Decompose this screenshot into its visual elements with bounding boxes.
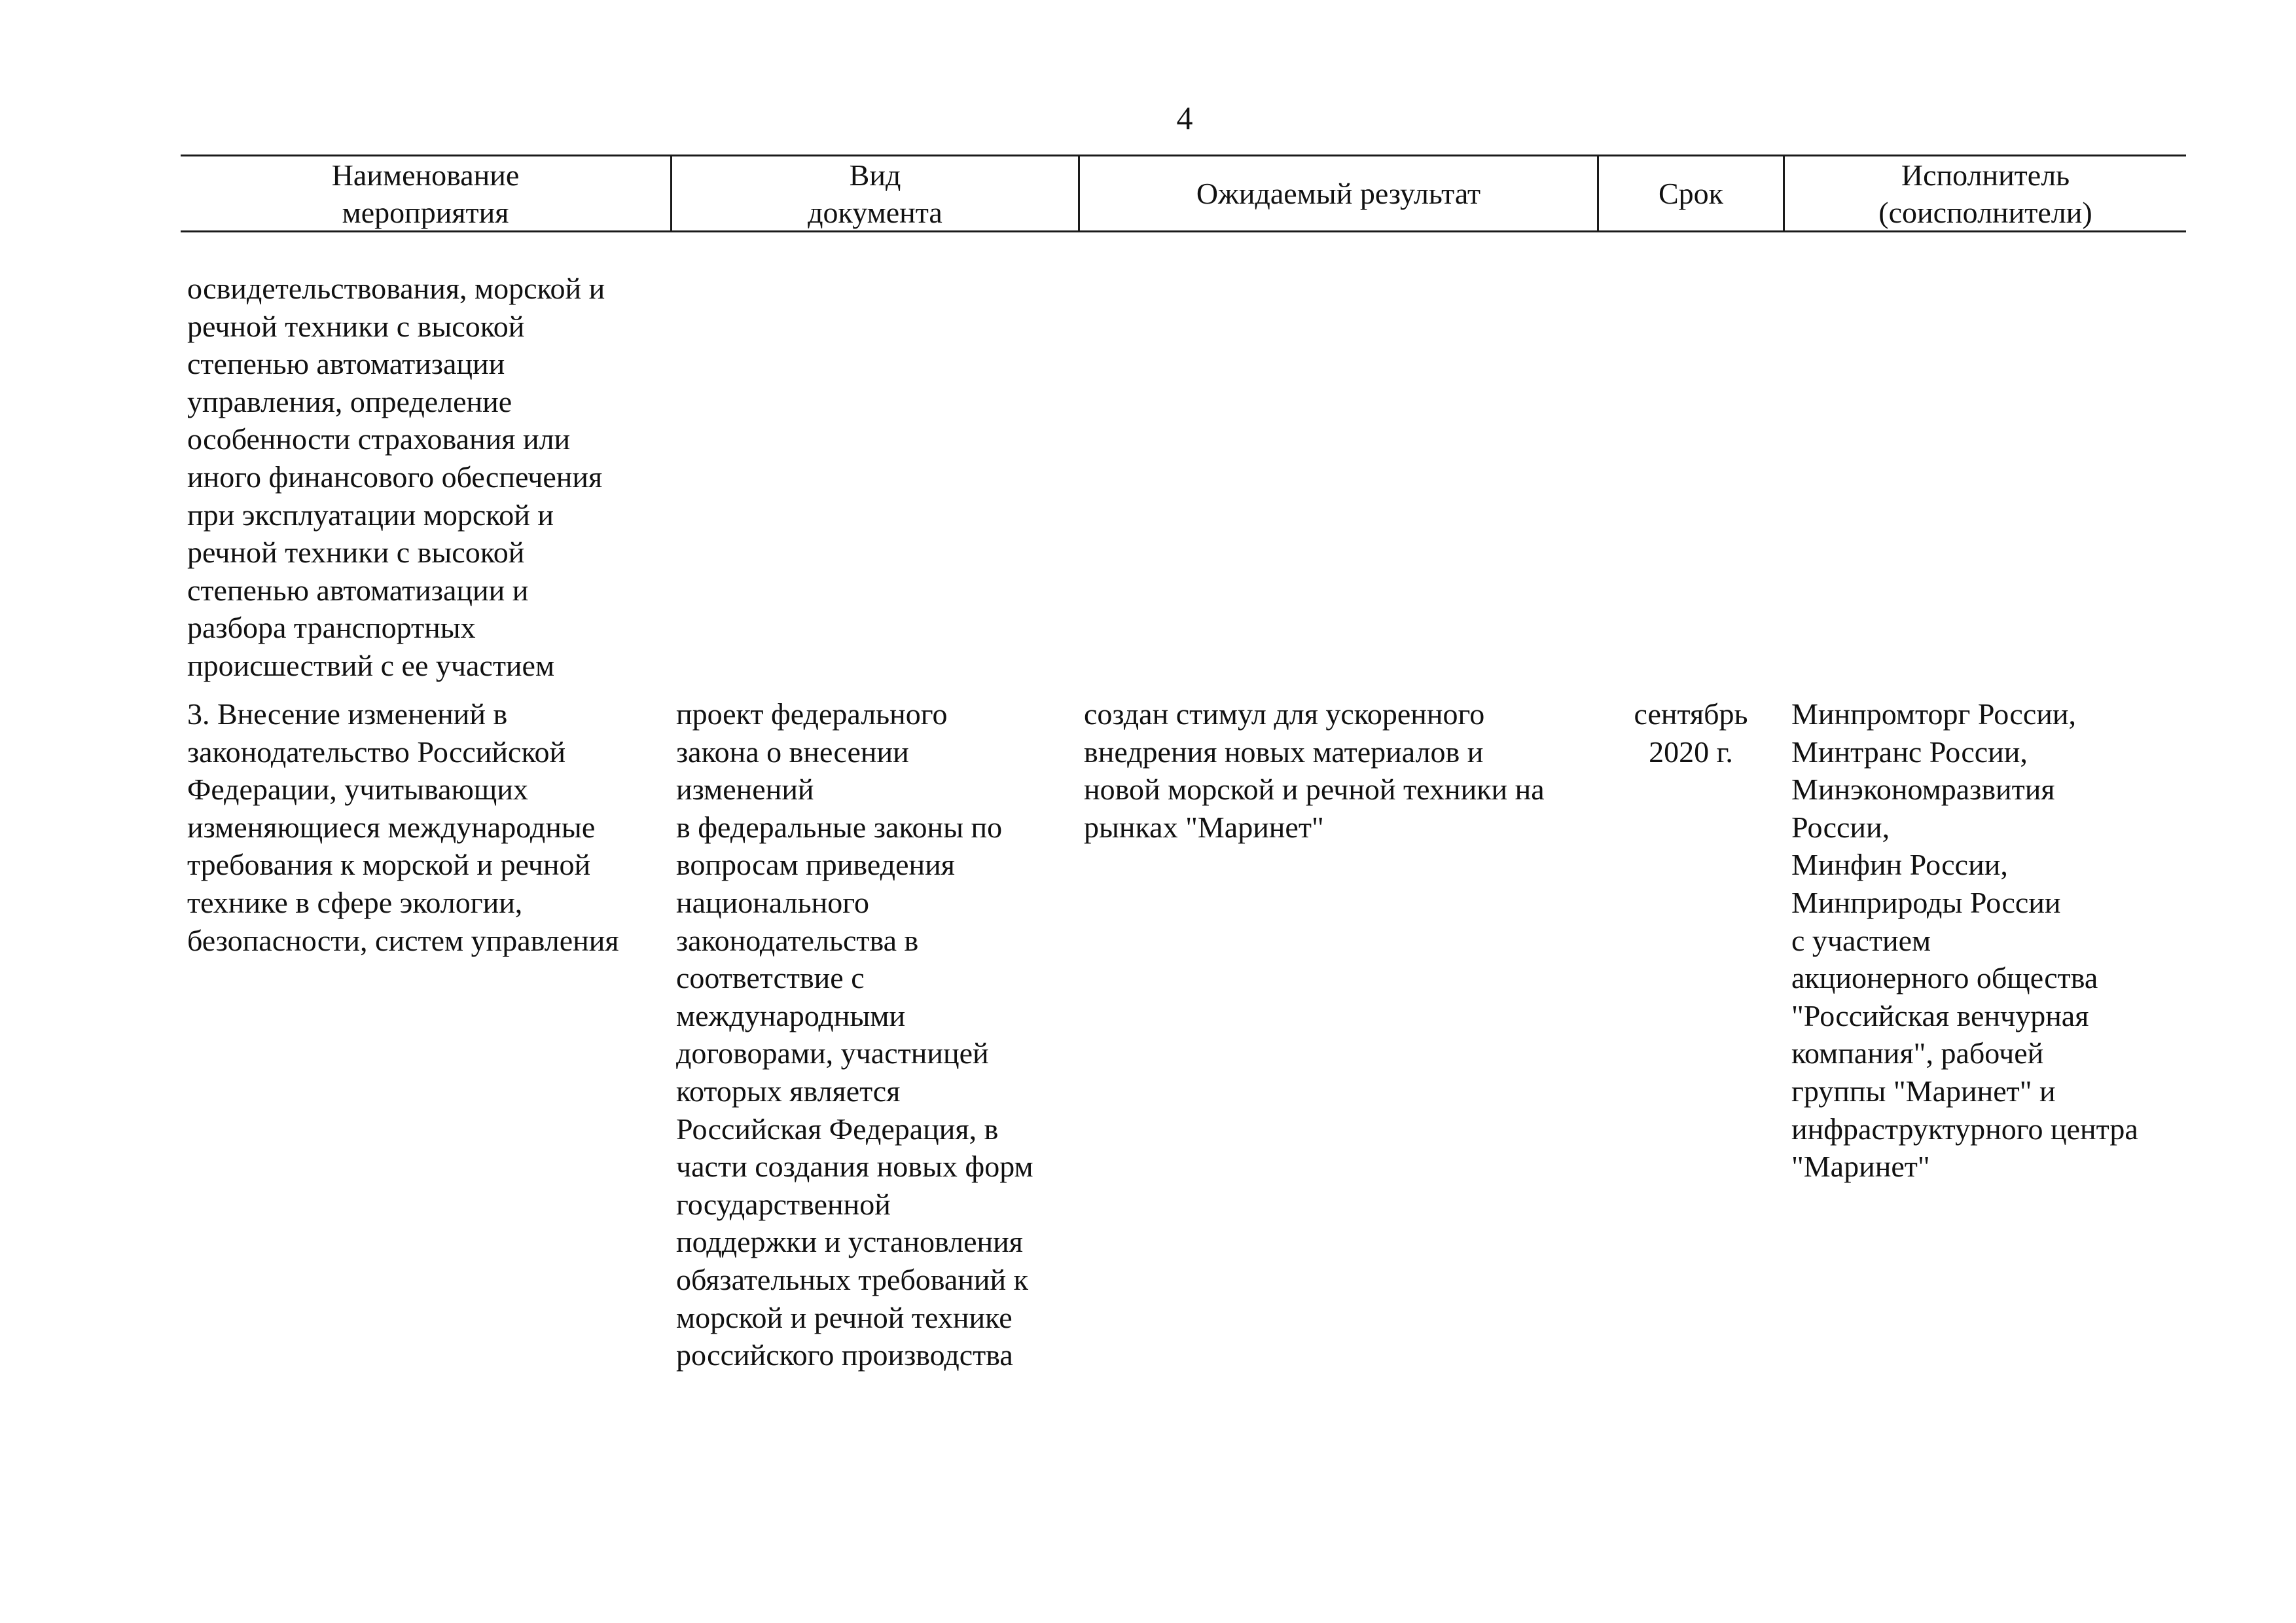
continuation-text: освидетельствования, морской и речной техники с высокой степенью автоматизации управления, определение особенности страхования или иного финансового обеспечения при эксплуатации морской и речной техники с высокой степенью автоматизации и разбора транспортных происшествий с ее участием [187, 272, 605, 682]
row-3-expected-result: создан стимул для ускоренного внедрения новых материалов и новой морской и речной техники на рынках "Маринет" [1084, 697, 1545, 844]
header-expected-result: Ожидаемый результат [1196, 177, 1481, 210]
header-document-type: Вид документа [808, 158, 942, 229]
header-event-name: Наименование мероприятия [331, 158, 520, 229]
table-header-bottom-rule [181, 230, 2186, 232]
row-3-deadline: сентябрь 2020 г. [1634, 697, 1748, 769]
row-3-event-name: 3. Внесение изменений в законодательство Российской Федерации, учитывающих изменяющиеся международные требования к морской и речной технике в сфере экологии, безопасности, систем управления [187, 697, 619, 957]
header-deadline: Срок [1658, 177, 1724, 210]
row-3-document-type: проект федерального закона о внесении изменений в федеральные законы по вопросам приведения национального законодательства в соответствие с международными договорами, участницей которых является Российская Федерация, в части создания новых форм государственной поддержки и установления обязательных требований к морской и речной технике российского производства [676, 697, 1033, 1372]
row-3-executor: Минпромторг России, Минтранс России, Минэкономразвития России, Минфин России, Минприроды России с участием акционерного общества "Российская венчурная компания", рабочей группы "Маринет" и инфраструктурного центра "Маринет" [1791, 697, 2138, 1184]
page-number: 4 [1176, 100, 1193, 136]
header-executor: Исполнитель (соисполнители) [1878, 158, 2092, 229]
